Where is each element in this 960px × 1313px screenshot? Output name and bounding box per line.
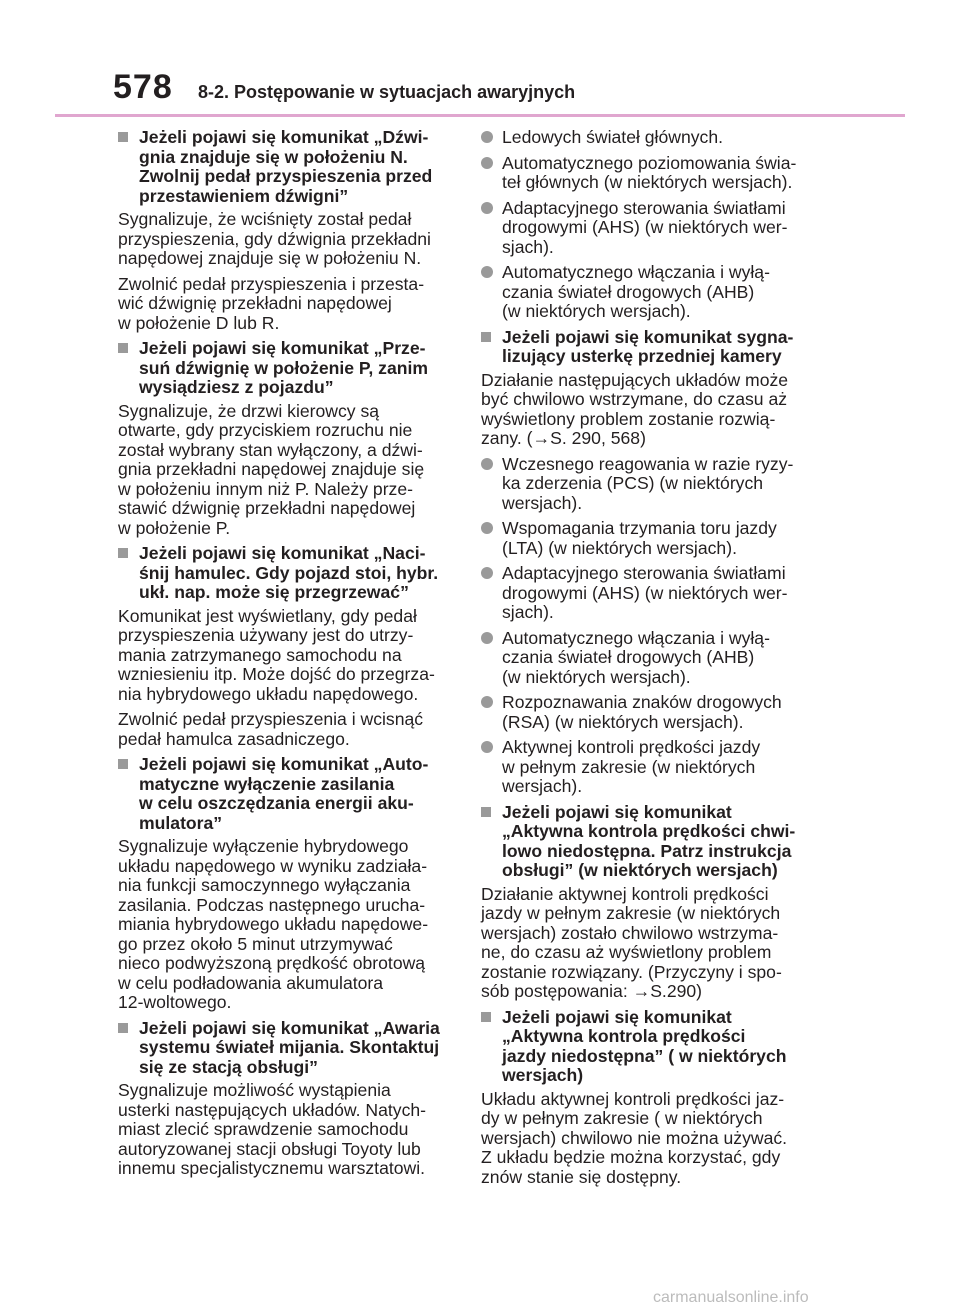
square-bullet-icon: [481, 332, 491, 342]
list-item-text: Wspomagania trzymania toru jazdy (LTA) (w niektórych wersjach).: [502, 518, 777, 558]
paragraph-text: Komunikat jest wyświetlany, gdy pedał przyspieszenia używany jest do utrzy- mania zatrzymanego samochodu na wzniesieniu itp. Może dojść do przegrza- nia hybrydowego układu napędowego.: [118, 605, 435, 704]
circle-bullet-icon: [481, 522, 493, 534]
circle-bullet-icon: [481, 458, 493, 470]
section-heading: [118, 1019, 458, 1078]
list-item: [481, 629, 821, 688]
square-bullet-icon: [118, 343, 128, 353]
square-bullet-icon: [118, 759, 128, 769]
square-bullet-icon: [118, 1023, 128, 1033]
list-item-text: Adaptacyjnego sterowania światłami drogowymi (AHS) (w niektórych wer- sjach).: [502, 563, 788, 622]
paragraph-text: Układu aktywnej kontroli prędkości jaz- dy w pełnym zakresie ( w niektórych wersjach) chwilowo nie można używać. Z układu będzie można korzystać, gdy znów stanie się dostępny.: [481, 1088, 788, 1187]
list-item-text: Automatycznego włączania i wyłą- czania świateł drogowych (AHB) (w niektórych wersjach).: [502, 627, 770, 687]
list-item: [481, 693, 821, 732]
list-item-text: Aktywnej kontroli prędkości jazdy w pełnym zakresie (w niektórych wersjach).: [502, 737, 761, 796]
list-item: [481, 154, 821, 193]
circle-bullet-icon: [481, 157, 493, 169]
section-heading: [118, 755, 458, 833]
paragraph-text: Sygnalizuje, że drzwi kierowcy są otwarte, gdy przyciskiem rozruchu nie został wybrany stan wyłączony, a dźwi- gnia przekładni napędowej znajduje się w położeniu innym niż P. Należy prze- stawić dźwignię przekładni napędowej w położenie P.: [118, 400, 425, 538]
square-bullet-icon: [118, 132, 128, 142]
heading-text: Jeżeli pojawi się komunikat „Aktywna kontrola prędkości chwi- lowo niedostępna. Patrz instrukcja obsługi” (w niektórych wersjach): [502, 801, 796, 880]
section-heading: [481, 328, 821, 367]
list-item-text: Automatycznego poziomowania świa- teł głównych (w niektórych wersjach).: [502, 152, 797, 192]
list-item-text: Rozpoznawania znaków drogowych (RSA) (w niektórych wersjach).: [502, 692, 782, 732]
paragraph-text: Działanie następujących układów może być chwilowo wstrzymane, do czasu aż wyświetlony problem zostanie rozwią- zany. (→S. 290, 568): [481, 369, 789, 448]
section-heading: [481, 803, 821, 881]
section-heading: [118, 544, 458, 603]
list-item-text: Wczesnego reagowania w razie ryzy- ka zderzenia (PCS) (w niektórych wersjach).: [502, 453, 794, 513]
header-divider: [55, 114, 905, 117]
circle-bullet-icon: [481, 741, 493, 753]
paragraph: [118, 402, 458, 539]
right-column: [481, 128, 821, 1193]
paragraph: [118, 275, 458, 334]
circle-bullet-icon: [481, 632, 493, 644]
square-bullet-icon: [481, 807, 491, 817]
circle-bullet-icon: [481, 696, 493, 708]
list-item: [481, 199, 821, 258]
heading-text: Jeżeli pojawi się komunikat „Naci- śnij hamulec. Gdy pojazd stoi, hybr. ukł. nap. może się przegrzewać”: [139, 543, 439, 602]
paragraph-text: Sygnalizuje możliwość wystąpienia usterki następujących układów. Natych- miast zlecić sprawdzenie samochodu autoryzowanej stacji obsługi Toyoty lub innemu specjalistycznemu warsztatowi.: [118, 1080, 427, 1178]
section-title: 8-2. Postępowanie w sytuacjach awaryjnych: [198, 82, 576, 102]
paragraph: [481, 1090, 821, 1188]
circle-bullet-icon: [481, 202, 493, 214]
watermark: carmanualsonline.info: [653, 1289, 809, 1306]
circle-bullet-icon: [481, 567, 493, 579]
square-bullet-icon: [118, 548, 128, 558]
list-item-text: Ledowych świateł głównych.: [502, 127, 724, 147]
section-heading: [118, 128, 458, 206]
heading-text: Jeżeli pojawi się komunikat „Awaria systemu świateł mijania. Skontaktuj się ze stacją obsługi”: [139, 1017, 440, 1077]
left-column: [118, 128, 458, 1185]
heading-text: Jeżeli pojawi się komunikat sygna- lizujący usterkę przedniej kamery: [502, 326, 794, 366]
square-bullet-icon: [481, 1012, 491, 1022]
paragraph: [118, 710, 458, 749]
heading-text: Jeżeli pojawi się komunikat „Auto- matyczne wyłączenie zasilania w celu oszczędzania energii aku- mulatora”: [139, 754, 429, 833]
heading-text: Jeżeli pojawi się komunikat „Aktywna kontrola prędkości jazdy niedostępna” ( w niektórych wersjach): [502, 1006, 787, 1085]
list-item: [481, 455, 821, 514]
section-heading: [118, 339, 458, 398]
list-item: [481, 128, 821, 148]
paragraph-text: Działanie aktywnej kontroli prędkości jazdy w pełnym zakresie (w niektórych wersjach) zostało chwilowo wstrzyma- ne, do czasu aż wyświetlony problem zostanie rozwiązany. (Przyczyny i spo- sób postępowania: →S.290): [481, 883, 782, 1001]
circle-bullet-icon: [481, 266, 493, 278]
paragraph: [118, 210, 458, 269]
page-number: 578: [113, 68, 173, 106]
list-item: [481, 263, 821, 322]
list-item: [481, 564, 821, 623]
paragraph-text: Sygnalizuje, że wciśnięty został pedał przyspieszenia, gdy dźwignia przekładni napędowej znajduje się w położeniu N.: [118, 209, 431, 268]
paragraph: [118, 1081, 458, 1179]
section-heading: [481, 1008, 821, 1086]
heading-text: Jeżeli pojawi się komunikat „Prze- suń dźwignię w położenie P, zanim wysiądziesz z pojazdu”: [139, 338, 429, 397]
paragraph-text: Zwolnić pedał przyspieszenia i wcisnąć pedał hamulca zasadniczego.: [118, 709, 424, 749]
paragraph: [481, 371, 821, 449]
list-item: [481, 738, 821, 797]
paragraph-text: Sygnalizuje wyłączenie hybrydowego układu napędowego w wyniku zadziała- nia funkcji samoczynnego wyłączania zasilania. Podczas następnego urucha- miania hybrydowego układu napędowe- go przez około 5 minut utrzymywać nieco podwyższoną prędkość obrotową w celu podładowania akumulatora 12-woltowego.: [118, 836, 429, 1012]
list-item: [481, 519, 821, 558]
paragraph-text: Zwolnić pedał przyspieszenia i przesta- wić dźwignię przekładni napędowej w położenie D lub R.: [118, 273, 425, 333]
circle-bullet-icon: [481, 131, 493, 143]
paragraph: [481, 885, 821, 1002]
paragraph: [118, 607, 458, 705]
heading-text: Jeżeli pojawi się komunikat „Dźwi- gnia znajduje się w położeniu N. Zwolnij pedał przyspieszenia przed przestawieniem dźwigni”: [139, 127, 433, 206]
paragraph: [118, 837, 458, 1013]
list-item-text: Automatycznego włączania i wyłą- czania świateł drogowych (AHB) (w niektórych wersjach).: [502, 262, 770, 321]
list-item-text: Adaptacyjnego sterowania światłami drogowymi (AHS) (w niektórych wer- sjach).: [502, 197, 788, 257]
page-header: [0, 0, 960, 118]
